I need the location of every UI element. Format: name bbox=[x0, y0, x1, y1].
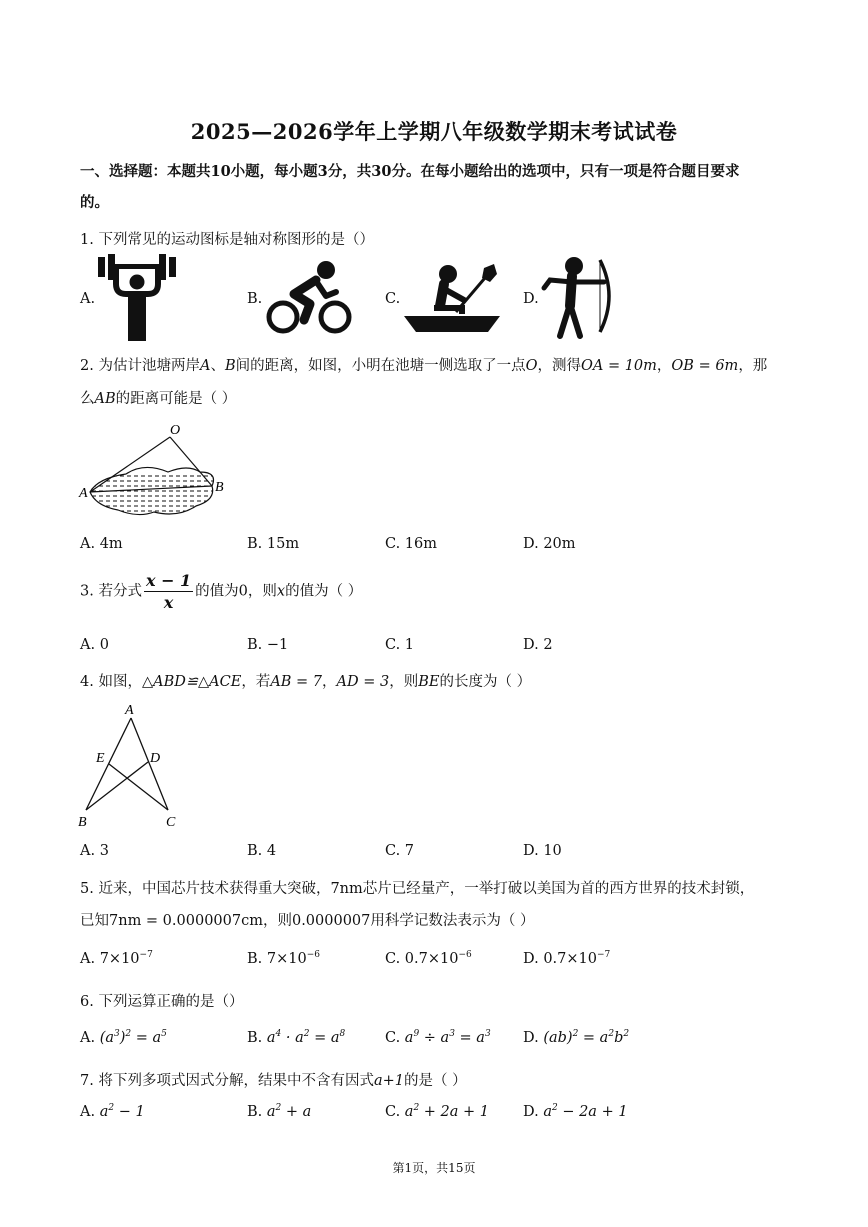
q5-option-c bbox=[385, 951, 472, 967]
q1-option-d-label: D. bbox=[523, 291, 539, 307]
expr: − 2a + 1 bbox=[557, 1104, 628, 1120]
question-5-line1 bbox=[80, 877, 754, 898]
exp: 2 bbox=[125, 1029, 132, 1039]
expr: = a bbox=[454, 1030, 485, 1046]
q2-text: ，那 bbox=[738, 358, 768, 374]
rowing-icon bbox=[404, 264, 500, 334]
option-exponent: −7 bbox=[597, 950, 611, 960]
q5-text: ，则 bbox=[262, 913, 292, 929]
question-5-line2 bbox=[80, 909, 535, 930]
q2-point-b: B bbox=[224, 358, 236, 374]
expr: = a bbox=[131, 1030, 162, 1046]
q2-option-d: D. 20m bbox=[523, 536, 576, 552]
exp: 3 bbox=[484, 1029, 491, 1039]
figure-label-c: C bbox=[166, 815, 176, 830]
option-base: 7×10 bbox=[266, 951, 307, 967]
question-3-stem bbox=[80, 571, 362, 612]
archery-icon bbox=[544, 256, 614, 342]
option-label: A. bbox=[80, 1030, 96, 1046]
expr: − 1 bbox=[114, 1104, 145, 1120]
question-2-line2 bbox=[80, 387, 236, 408]
q4-equation-ab: AB = 7 bbox=[270, 674, 323, 690]
exp: 8 bbox=[339, 1029, 346, 1039]
q3-text: 的值为0，则 bbox=[195, 583, 277, 600]
q7-factor: a+1 bbox=[373, 1073, 404, 1089]
q4-option-c: C. 7 bbox=[385, 843, 415, 859]
weightlifting-icon bbox=[98, 254, 176, 344]
exp: 2 bbox=[623, 1029, 630, 1039]
q2-text: ，测得 bbox=[537, 358, 581, 374]
q6-option-c bbox=[385, 1030, 491, 1046]
q5-number: 0.0000007 bbox=[291, 913, 371, 929]
q1-option-a-label: A. bbox=[80, 291, 96, 307]
expr: + 2a + 1 bbox=[419, 1104, 490, 1120]
expr: a bbox=[99, 1104, 109, 1120]
q2-equation-ob: OB = 6m bbox=[671, 358, 739, 374]
expr: b bbox=[614, 1030, 624, 1046]
q7-text: 7. 将下列多项式因式分解，结果中不含有因式 bbox=[80, 1073, 374, 1089]
option-base: 0.7×10 bbox=[543, 951, 597, 967]
exp: 9 bbox=[413, 1029, 420, 1039]
option-label: D. bbox=[523, 1104, 539, 1120]
triangle-figure bbox=[76, 700, 186, 830]
q4-option-b: B. 4 bbox=[247, 843, 277, 859]
q5-text: 5. 近来，中国芯片技术获得重大突破， bbox=[80, 881, 331, 897]
q6-option-a bbox=[80, 1030, 167, 1046]
q5-text: 用科学记数法表示为（ ） bbox=[370, 913, 535, 929]
q5-option-d bbox=[523, 951, 610, 967]
q2-segment-ab: AB bbox=[94, 391, 116, 407]
expr: a bbox=[266, 1104, 276, 1120]
q5-option-a bbox=[80, 951, 153, 967]
question-6-stem: 6. 下列运算正确的是（） bbox=[80, 994, 244, 1010]
q1-option-c-label: C. bbox=[385, 291, 401, 307]
q2-point-a: A bbox=[199, 358, 211, 374]
figure-label-a: A bbox=[125, 703, 134, 718]
option-label: B. bbox=[247, 1030, 263, 1046]
question-1-stem: 1. 下列常见的运动图标是轴对称图形的是（） bbox=[80, 232, 374, 248]
expr: a bbox=[404, 1104, 414, 1120]
q4-text: 的长度为（ ） bbox=[439, 674, 532, 690]
exp: 2 bbox=[303, 1029, 310, 1039]
expr: a bbox=[404, 1030, 414, 1046]
q3-numerator: x − 1 bbox=[145, 571, 192, 590]
q3-option-b: B. −1 bbox=[247, 637, 289, 653]
cycling-icon bbox=[266, 260, 354, 338]
q4-option-d: D. 10 bbox=[523, 843, 562, 859]
q4-text: ，则 bbox=[389, 674, 419, 690]
option-label: C. bbox=[385, 1030, 401, 1046]
expr: + a bbox=[281, 1104, 312, 1120]
exp: 2 bbox=[608, 1029, 615, 1039]
q4-equation-ad: AD = 3 bbox=[336, 674, 390, 690]
option-label: D. bbox=[523, 1030, 539, 1046]
q2-text: 么 bbox=[80, 391, 95, 407]
q3-option-a: A. 0 bbox=[80, 637, 109, 653]
exp: 4 bbox=[275, 1029, 282, 1039]
option-label: A. bbox=[80, 1104, 96, 1120]
q3-denominator: x bbox=[163, 593, 174, 612]
q3-text: 的值为（ ） bbox=[285, 583, 363, 600]
figure-label-d: D bbox=[150, 751, 161, 766]
figure-label-a: A bbox=[79, 486, 88, 501]
pond-figure bbox=[78, 420, 238, 530]
question-2-line1 bbox=[80, 354, 767, 375]
expr: ) bbox=[119, 1030, 126, 1046]
option-label: A. bbox=[80, 951, 96, 967]
q4-segment-be: BE bbox=[418, 674, 440, 690]
q7-option-b bbox=[247, 1104, 311, 1120]
option-base: 7×10 bbox=[99, 951, 140, 967]
option-label: B. bbox=[247, 951, 263, 967]
q2-option-c: C. 16m bbox=[385, 536, 437, 552]
exp: 2 bbox=[275, 1103, 282, 1113]
figure-label-o: O bbox=[170, 423, 181, 438]
exp: 2 bbox=[572, 1029, 579, 1039]
q1-option-b-label: B. bbox=[247, 291, 263, 307]
expr: (ab) bbox=[543, 1030, 573, 1046]
option-exponent: −6 bbox=[458, 950, 472, 960]
exp: 5 bbox=[161, 1029, 167, 1039]
option-base: 0.7×10 bbox=[404, 951, 459, 967]
q4-option-a: A. 3 bbox=[80, 843, 109, 859]
expr: = a bbox=[578, 1030, 609, 1046]
expr: · a bbox=[281, 1030, 304, 1046]
q3-option-c: C. 1 bbox=[385, 637, 415, 653]
q5-option-b bbox=[247, 951, 320, 967]
q2-option-a: A. 4m bbox=[80, 536, 123, 552]
q2-text: 的距离可能是（ ） bbox=[115, 391, 237, 407]
section-header-line2: 的。 bbox=[80, 194, 109, 211]
option-exponent: −6 bbox=[306, 950, 320, 960]
q4-comma: ， bbox=[322, 674, 337, 690]
q3-text: 3. 若分式 bbox=[80, 583, 142, 600]
exp: 2 bbox=[108, 1103, 115, 1113]
q5-text: 芯片已经量产，一举打破以美国为首的西方世界的技术封锁， bbox=[362, 881, 755, 897]
q7-option-a bbox=[80, 1104, 145, 1120]
section-header-line1: 一、选择题：本题共10小题，每小题3分，共30分。在每小题给出的选项中，只有一项是符合题目要求 bbox=[80, 163, 740, 180]
q5-nm: 7nm bbox=[330, 881, 363, 897]
option-exponent: −7 bbox=[139, 950, 153, 960]
page-title: 2025—2026学年上学期八年级数学期末考试试卷 bbox=[190, 119, 678, 144]
q3-option-d: D. 2 bbox=[523, 637, 553, 653]
q5-equation: 7nm = 0.0000007cm bbox=[109, 913, 263, 929]
q2-text: 间的距离，如图，小明在池塘一侧选取了一点 bbox=[235, 358, 526, 374]
q3-fraction bbox=[144, 571, 193, 612]
figure-label-e: E bbox=[96, 751, 105, 766]
q5-text: 已知 bbox=[80, 913, 109, 929]
option-label: D. bbox=[523, 951, 539, 967]
q7-option-c bbox=[385, 1104, 489, 1120]
q7-text: 的是（ ） bbox=[403, 1073, 467, 1089]
question-7-stem bbox=[80, 1069, 467, 1090]
q4-congruence: △ABD≌△ACE bbox=[141, 674, 242, 690]
q2-equation-oa: OA = 10m bbox=[580, 358, 657, 374]
expr: ÷ a bbox=[419, 1030, 450, 1046]
expr: a bbox=[543, 1104, 552, 1120]
q2-separator: 、 bbox=[210, 358, 225, 374]
q6-option-b bbox=[247, 1030, 345, 1046]
expr: (a bbox=[99, 1030, 115, 1046]
q2-text: 2. 为估计池塘两岸 bbox=[80, 358, 200, 374]
q2-comma: ， bbox=[656, 358, 672, 374]
option-label: C. bbox=[385, 1104, 401, 1120]
option-label: C. bbox=[385, 951, 401, 967]
expr: = a bbox=[309, 1030, 340, 1046]
page-footer: 第1页，共15页 bbox=[392, 1161, 476, 1175]
q2-option-b: B. 15m bbox=[247, 536, 300, 552]
figure-label-b: B bbox=[215, 480, 224, 495]
figure-label-b: B bbox=[78, 815, 87, 830]
q2-point-o: O bbox=[525, 358, 538, 374]
exp: 2 bbox=[551, 1103, 558, 1113]
exp: 2 bbox=[413, 1103, 420, 1113]
q4-text: ，若 bbox=[241, 674, 271, 690]
exp: 3 bbox=[114, 1029, 120, 1039]
expr: a bbox=[266, 1030, 276, 1046]
option-label: B. bbox=[247, 1104, 263, 1120]
question-4-stem bbox=[80, 670, 531, 691]
q3-variable: x bbox=[276, 583, 286, 600]
q6-option-d bbox=[523, 1030, 629, 1046]
q7-option-d bbox=[523, 1104, 628, 1120]
exp: 3 bbox=[449, 1029, 455, 1039]
q4-text: 4. 如图， bbox=[80, 674, 142, 690]
